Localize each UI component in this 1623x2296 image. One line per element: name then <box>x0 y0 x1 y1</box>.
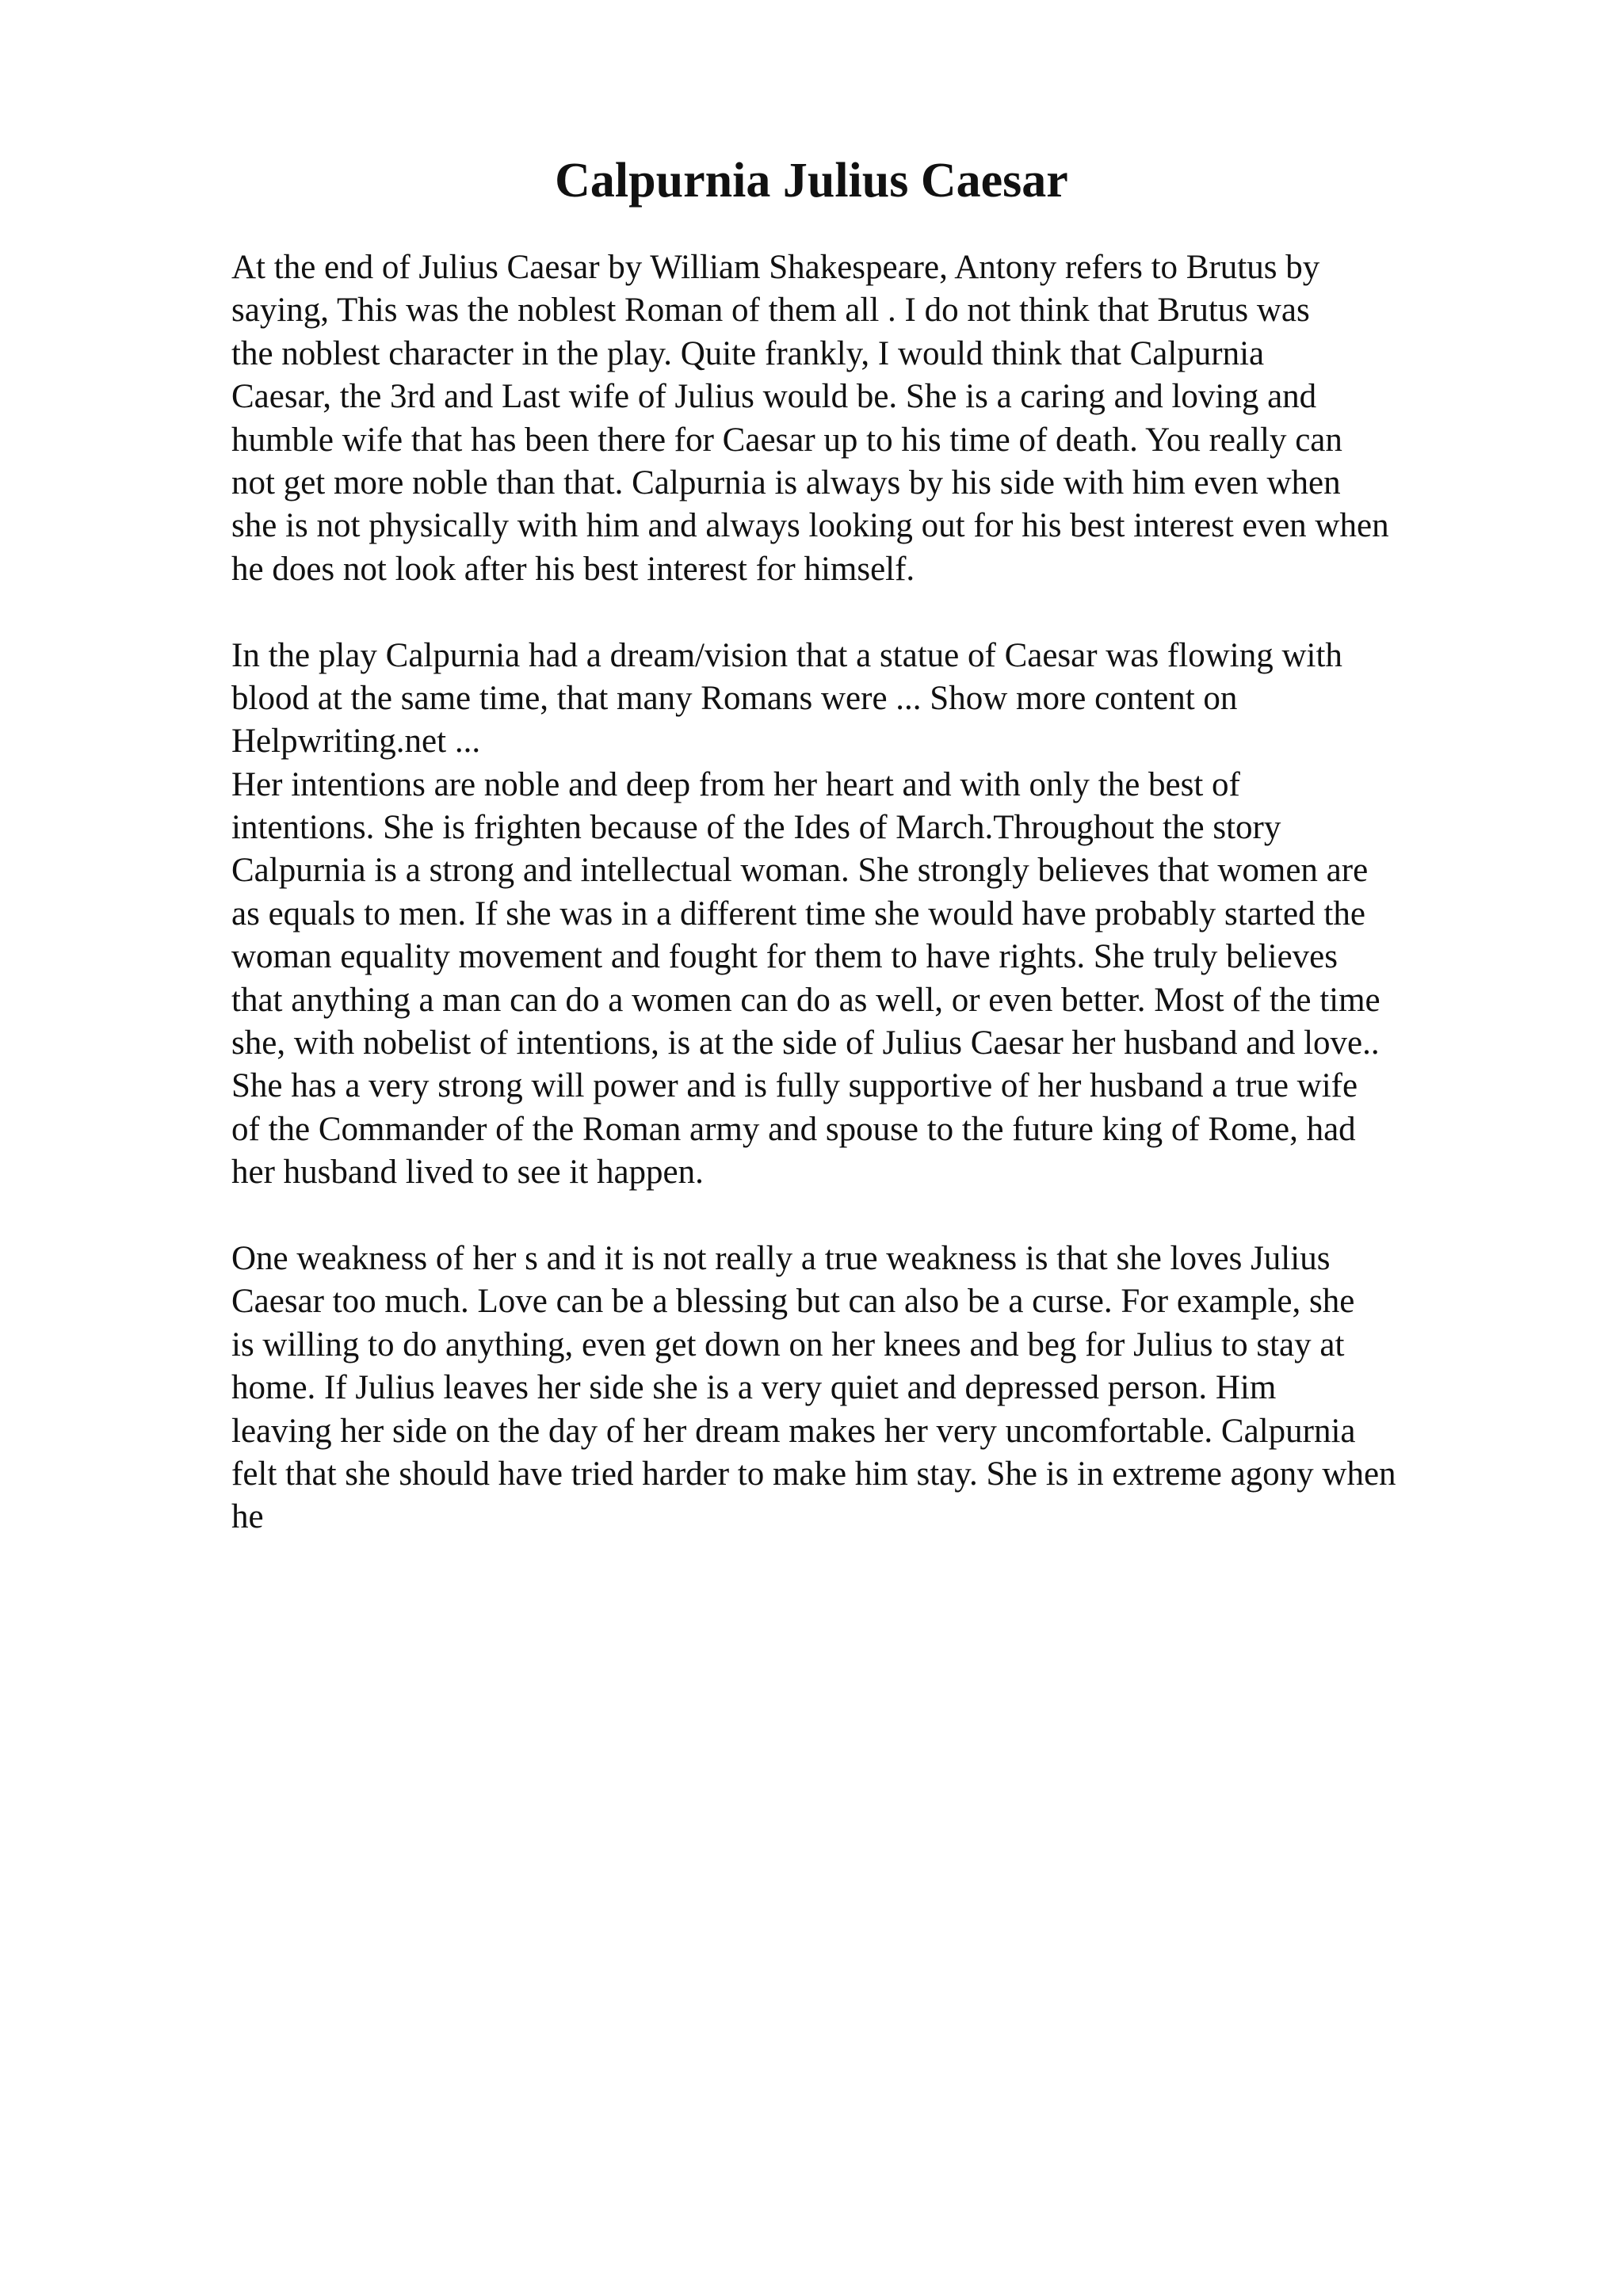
paragraph-spacer <box>231 1195 1515 1238</box>
text-line: she is not physically with him and always looking out for his best interest even when <box>231 507 1389 545</box>
text-line: not get more noble than that. Calpurnia is always by his side with him even when <box>231 463 1341 502</box>
text-line: At the end of Julius Caesar by William Shakespeare, Antony refers to Brutus by <box>231 249 1320 286</box>
text-line: woman equality movement and fought for them to have rights. She truly believes <box>231 938 1338 976</box>
text-line: felt that she should have tried harder to make him stay. She is in extreme agony when <box>231 1455 1396 1493</box>
text-line: Caesar, the 3rd and Last wife of Julius would be. She is a caring and loving and <box>231 378 1317 416</box>
paragraph-spacer <box>231 591 1515 634</box>
text-line: saying, This was the noblest Roman of them all . I do not think that Brutus was <box>231 292 1310 330</box>
text-line: One weakness of her s and it is not really a true weakness is that she loves Julius <box>231 1239 1331 1277</box>
text-line: intentions. She is frighten because of the Ides of March.Throughout the story <box>231 809 1281 847</box>
text-line: She has a very strong will power and is fully supportive of her husband a true wife <box>231 1067 1358 1105</box>
document-body <box>231 246 1515 1539</box>
paragraph-3 <box>231 764 1515 1195</box>
paragraph-4 <box>231 1238 1515 1539</box>
text-line: her husband lived to see it happen. <box>231 1154 704 1192</box>
text-line: is willing to do anything, even get down on her knees and beg for Julius to stay at <box>231 1325 1345 1363</box>
paragraph-2 <box>231 635 1515 764</box>
text-line: home. If Julius leaves her side she is a very quiet and depressed person. Him <box>231 1369 1277 1407</box>
text-line: Calpurnia is a strong and intellectual woman. She strongly believes that women are <box>231 852 1369 890</box>
text-line: Her intentions are noble and deep from her heart and with only the best of <box>231 765 1240 803</box>
document-title: Calpurnia Julius Caesar <box>555 154 1068 208</box>
text-line: he <box>231 1498 264 1536</box>
text-line: he does not look after his best interest for himself. <box>231 550 915 588</box>
text-line: leaving her side on the day of her dream makes her very uncomfortable. Calpurnia <box>231 1412 1356 1450</box>
text-line: the noblest character in the play. Quite frankly, I would think that Calpurnia <box>231 334 1265 372</box>
text-line: Helpwriting.net ... <box>231 723 481 761</box>
text-line: as equals to men. If she was in a different time she would have probably started the <box>231 894 1365 933</box>
text-line: In the play Calpurnia had a dream/vision that a statue of Caesar was flowing with <box>231 636 1342 674</box>
text-line: Caesar too much. Love can be a blessing but can also be a curse. For example, she <box>231 1283 1355 1321</box>
text-line: that anything a man can do a women can do as well, or even better. Most of the time <box>231 981 1381 1019</box>
paragraph-1 <box>231 246 1515 591</box>
text-line: she, with nobelist of intentions, is at the side of Julius Caesar her husband and love.. <box>231 1024 1380 1062</box>
text-line: of the Commander of the Roman army and spouse to the future king of Rome, had <box>231 1110 1356 1148</box>
text-line: humble wife that has been there for Caesar up to his time of death. You really can <box>231 421 1342 459</box>
text-line: blood at the same time, that many Romans were ... Show more content on <box>231 679 1238 717</box>
